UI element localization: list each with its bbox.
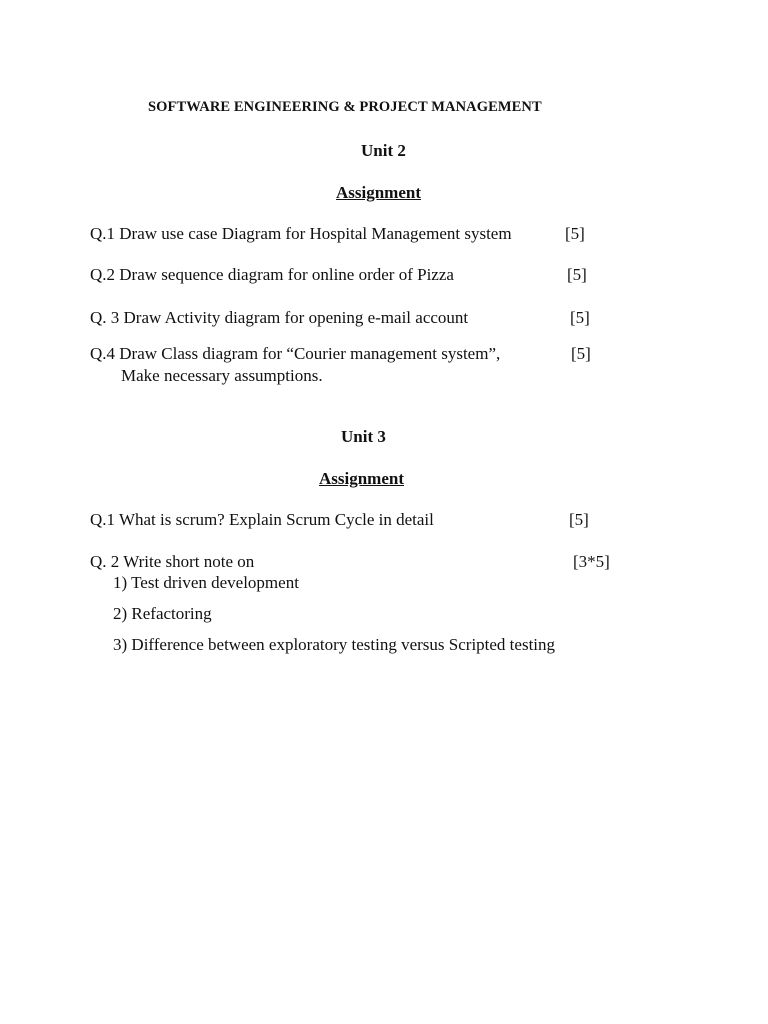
unit2-q3-text: Q. 3 Draw Activity diagram for opening e-mail account bbox=[90, 308, 469, 327]
document-title: SOFTWARE ENGINEERING & PROJECT MANAGEMENT bbox=[148, 99, 542, 115]
unit3-q1-text: Q.1 What is scrum? Explain Scrum Cycle in detail bbox=[90, 510, 434, 529]
unit2-q2-text: Q.2 Draw sequence diagram for online order of Pizza bbox=[90, 265, 454, 284]
unit3-q2-item-1: 1) Test driven development bbox=[113, 573, 299, 592]
unit3-heading: Unit 3 bbox=[341, 427, 386, 446]
unit2-q4-continuation: Make necessary assumptions. bbox=[121, 366, 323, 385]
unit2-q2-marks: [5] bbox=[567, 265, 587, 284]
unit2-q1-marks: [5] bbox=[565, 224, 585, 243]
unit2-assignment-heading: Assignment bbox=[336, 183, 422, 202]
unit2-q1-text: Q.1 Draw use case Diagram for Hospital Management system bbox=[90, 224, 512, 243]
unit3-q2-item-2: 2) Refactoring bbox=[113, 604, 212, 623]
unit2-heading: Unit 2 bbox=[361, 141, 406, 160]
unit3-q2-marks: [3*5] bbox=[573, 552, 610, 571]
unit2-q4-marks: [5] bbox=[571, 344, 591, 363]
unit2-q4-text: Q.4 Draw Class diagram for “Courier management system”, bbox=[90, 344, 501, 363]
unit3-assignment-heading: Assignment bbox=[319, 469, 405, 488]
unit3-q2-text: Q. 2 Write short note on bbox=[90, 552, 255, 571]
unit2-q3-marks: [5] bbox=[570, 308, 590, 327]
unit3-q1-marks: [5] bbox=[569, 510, 589, 529]
unit3-q2-item-3: 3) Difference between exploratory testing versus Scripted testing bbox=[113, 635, 556, 654]
